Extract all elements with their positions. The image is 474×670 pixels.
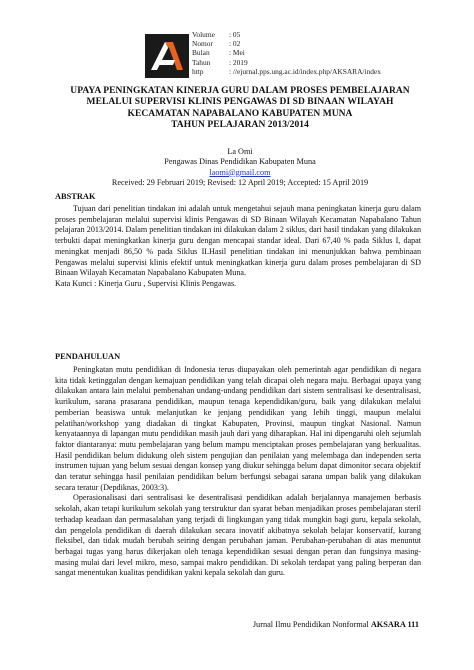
issue-metadata <box>192 30 381 76</box>
meta-volume: Volume : 05 <box>192 30 241 39</box>
page-footer <box>253 620 419 629</box>
abstract-heading: ABSTRAK <box>55 192 96 201</box>
title-line: UPAYA PENINGKATAN KINERJA GURU DALAM PROSES PEMBELAJARAN <box>70 86 410 96</box>
introduction-heading: PENDAHULUAN <box>55 352 121 361</box>
author-block <box>40 147 440 188</box>
aksara-logo-icon <box>145 34 189 78</box>
title-line: MELALUI SUPERVISI KLINIS PENGAWAS DI SD BINAAN WILAYAH <box>86 97 394 108</box>
title-line: TAHUN PELAJARAN 2013/2014 <box>171 120 309 131</box>
abstract-text: Tujuan dari penelitian tindakan ini adalah untuk mengetahui sejauh mana peningkatan kinerja guru dalam proses pembelajaran melalui supervisi klinis Pengawas di SD Binaan Wilayah Kecamatan Napabalano Tahun pelajaran 2013/2014. Dalam penelitian tindakan ini dilakukan dalam 2 siklus, dari hasil tindakan yang dilakukan terbukti dapat meningkatkan kinerja guru dengan mencapai standar ideal. Dari 67,40 % pada Siklus I, dapat meningkat menjadi 86,50 % pada Siklus II.Hasil penelitian tindakan ini menunjukkan bahwa pembinaan Pengawas melalui supervisi klinis efektif untuk meningkatkan kinerja guru dalam proses pembelajaran di SD Binaan Wilayah Kecamatan Napabalano Kabupaten Muna. <box>55 204 421 278</box>
introduction-body <box>55 365 421 579</box>
author-affiliation: Pengawas Dinas Pendidikan Kabupaten Muna <box>164 157 316 167</box>
meta-tahun: Tahun : 2019 <box>192 57 248 67</box>
author-name: La Omi <box>227 147 253 156</box>
meta-http: http : //ejurnal.pps.ung.ac.id/index.php/AKSARA/index <box>192 66 381 76</box>
keywords: Kata Kunci : Kinerja Guru , Supervisi Klinis Pengawas. <box>55 278 237 288</box>
abstract-body <box>55 204 421 290</box>
footer-page-label: AKSARA 111 <box>370 620 419 629</box>
intro-paragraph-2: Operasionalisasi dari sentralisasi ke desentralisasi pendidikan adalah berjalannya manajemen berbasis sekolah, akan tetapi kurikulum sekolah yang terstruktur dan syarat beban menjadikan proses pembelajaran steril terhadap keadaan dan permasalahan yang terjadi di lingkungan yang tidak mungkin bagi guru, kepala sekolah, dan pengelola pendidikan di daerah dilakukan secara inovatif akibatnya sekolah belajar konservatif, kurang fleksibel, dan tidak mudah berubah seiring dengan perubahan jaman. Perubahan-perubahan di atas menuntut berbagai tugas yang harus dikerjakan oleh tenaga kependidikan sesuai dengan peran dan fungsinya masing-masing mulai dari level mikro, meso, sampai makro pendidikan. Di sekolah terdapat yang paling berperan dan sangat menentukan kualitas pendidikan yakni kepala sekolah dan guru. <box>55 493 421 578</box>
meta-nomor: Nomor : 02 <box>192 39 241 49</box>
journal-logo <box>145 34 189 78</box>
author-email-link[interactable]: laomi@gmail.com <box>209 167 271 177</box>
submission-dates: Received: 29 Februari 2019; Revised: 12 April 2019; Accepted: 15 April 2019 <box>111 177 369 187</box>
intro-paragraph-1: Peningkatan mutu pendidikan di Indonesia terus diupayakan oleh pemerintah agar pendidikan di negara kita tidak ketinggalan dengan kemajuan pendidikan yang telah dicapai oleh negara maju. Berbagai upaya yang dilakukan antara lain melalui pembenahan undang-undang pendidikan dari sistem sentralisasi ke desentralisasi, kurikulum, sarana prasarana pendidikan, maupun tenaga kependidikan/guru, baik yang dilakukan melalui pemberian beasiswa untuk melanjutkan ke jenjang pendidikan yang lebih tinggi, maupun melalui pelatihan/workshop yang diadakan di tingkat Kabupaten, Provinsi, maupun tingkat Nasional. Namun kenyataannya di lapangan mutu pendidikan masih jauh dari yang diharapkan. Hal ini dipengaruhi oleh sejumlah faktor diantaranya: mutu pembelajaran yang belum mampu menciptakan proses pembelajaran yang berkualitas. Hasil pendidikan belum didukung oleh sistem pengujian dan penilaian yang melembaga dan independen serta instrumen tujuan yang belum sesuai dengan konsep yang diukur sehingga belum dapat dimonitor secara objektif dan teratur sehingga hasil penilaian pendidikan belum berfungsi sebagai sarana umpan balik yang dilakukan secara teratur (Depdiknas, 2003:3). <box>55 365 421 492</box>
paper-title <box>40 86 440 132</box>
title-line: KECAMATAN NAPABALANO KABUPATEN MUNA <box>127 108 353 119</box>
meta-bulan: Bulan : Mei <box>192 48 245 58</box>
footer-journal-name: Jurnal Ilmu Pendidikan Nonformal <box>252 620 369 629</box>
